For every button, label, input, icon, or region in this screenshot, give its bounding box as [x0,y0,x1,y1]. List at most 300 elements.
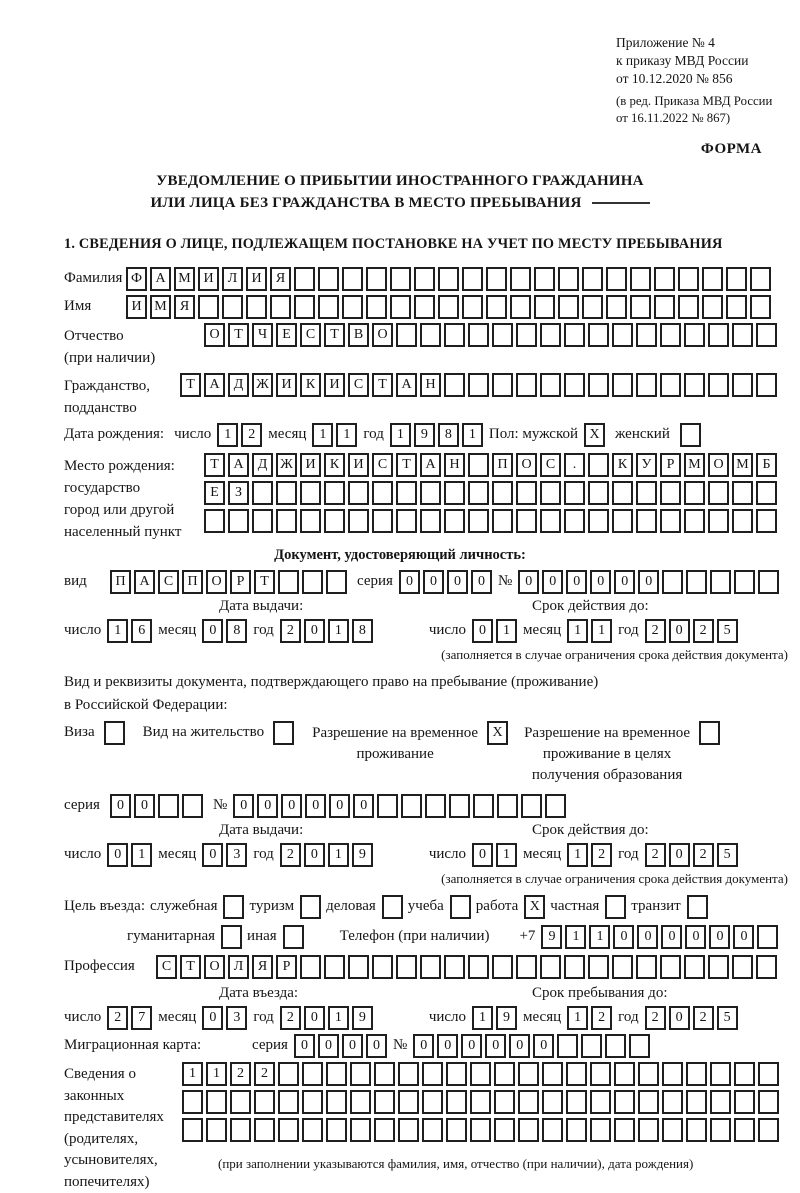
char-cell-empty[interactable] [732,373,753,397]
char-cell-empty[interactable] [278,1118,299,1142]
char-cell-empty[interactable] [708,373,729,397]
char-cell-filled[interactable]: Ф [126,267,147,291]
char-cell-empty[interactable] [510,267,531,291]
char-cell-empty[interactable] [662,1062,683,1086]
char-cell-filled[interactable]: Б [756,453,777,477]
char-cell-filled[interactable]: К [300,373,321,397]
char-cell-filled[interactable]: 0 [733,925,754,949]
char-cell-empty[interactable] [516,323,537,347]
char-cell-empty[interactable] [678,295,699,319]
char-cell-empty[interactable] [708,509,729,533]
char-cell-filled[interactable]: О [206,570,227,594]
char-cell-empty[interactable] [438,267,459,291]
char-cell-filled[interactable]: 0 [485,1034,506,1058]
char-cell-filled[interactable]: Р [660,453,681,477]
char-cell-empty[interactable] [630,295,651,319]
char-cell-empty[interactable] [438,295,459,319]
char-cell-filled[interactable]: 0 [471,570,492,594]
char-cell-filled[interactable]: М [684,453,705,477]
char-cell-empty[interactable] [470,1062,491,1086]
char-cell-empty[interactable] [702,267,723,291]
char-cell-filled[interactable]: 1 [591,619,612,643]
char-cell-empty[interactable] [254,1090,275,1114]
char-cell-filled[interactable]: Н [420,373,441,397]
char-cell-filled[interactable]: 1 [567,843,588,867]
char-cell-filled[interactable]: Д [228,373,249,397]
char-cell-filled[interactable]: 0 [353,794,374,818]
char-cell-filled[interactable]: 0 [472,619,493,643]
char-cell-empty[interactable] [486,295,507,319]
char-cell-filled[interactable]: 0 [638,570,659,594]
char-cell-empty[interactable] [372,509,393,533]
char-cell-filled[interactable]: Л [228,955,249,979]
char-cell-filled[interactable]: 0 [437,1034,458,1058]
char-cell-filled[interactable]: Р [276,955,297,979]
char-cell-filled[interactable]: 0 [542,570,563,594]
char-cell-empty[interactable] [726,267,747,291]
char-cell-filled[interactable]: 2 [591,843,612,867]
char-cell-filled[interactable]: X [524,895,545,919]
char-cell-empty[interactable] [468,323,489,347]
char-cell-empty[interactable] [494,1062,515,1086]
char-cell-empty[interactable] [540,323,561,347]
char-cell-empty[interactable] [444,509,465,533]
char-cell-filled[interactable]: 0 [110,794,131,818]
char-cell-empty[interactable] [687,895,708,919]
char-cell-filled[interactable]: Т [180,373,201,397]
char-cell-empty[interactable] [558,295,579,319]
char-cell-empty[interactable] [516,509,537,533]
char-cell-empty[interactable] [588,373,609,397]
char-cell-empty[interactable] [468,373,489,397]
char-cell-filled[interactable]: Ж [276,453,297,477]
char-cell-empty[interactable] [557,1034,578,1058]
char-cell-empty[interactable] [294,295,315,319]
char-cell-empty[interactable] [396,509,417,533]
char-cell-empty[interactable] [396,323,417,347]
char-cell-empty[interactable] [468,481,489,505]
char-cell-empty[interactable] [758,1062,779,1086]
char-cell-filled[interactable]: 0 [304,843,325,867]
char-cell-filled[interactable]: 0 [669,619,690,643]
char-cell-filled[interactable]: 5 [717,1006,738,1030]
char-cell-empty[interactable] [446,1118,467,1142]
char-cell-empty[interactable] [614,1062,635,1086]
char-cell-filled[interactable]: 0 [472,843,493,867]
char-cell-filled[interactable]: 0 [305,794,326,818]
char-cell-filled[interactable]: 0 [590,570,611,594]
char-cell-filled[interactable]: С [372,453,393,477]
char-cell-empty[interactable] [246,295,267,319]
char-cell-empty[interactable] [468,453,489,477]
char-cell-empty[interactable] [590,1062,611,1086]
char-cell-empty[interactable] [300,509,321,533]
char-cell-empty[interactable] [686,1062,707,1086]
char-cell-empty[interactable] [710,1118,731,1142]
char-cell-empty[interactable] [521,794,542,818]
char-cell-filled[interactable]: С [156,955,177,979]
char-cell-empty[interactable] [278,1062,299,1086]
char-cell-filled[interactable]: 0 [461,1034,482,1058]
char-cell-empty[interactable] [638,1062,659,1086]
char-cell-empty[interactable] [470,1090,491,1114]
char-cell-empty[interactable] [326,570,347,594]
char-cell-empty[interactable] [756,955,777,979]
char-cell-filled[interactable]: 9 [496,1006,517,1030]
char-cell-empty[interactable] [462,295,483,319]
char-cell-empty[interactable] [326,1118,347,1142]
char-cell-empty[interactable] [401,794,422,818]
char-cell-filled[interactable]: 1 [496,619,517,643]
char-cell-empty[interactable] [492,373,513,397]
char-cell-empty[interactable] [222,295,243,319]
char-cell-filled[interactable]: 0 [566,570,587,594]
char-cell-filled[interactable]: 2 [645,619,666,643]
char-cell-empty[interactable] [450,895,471,919]
char-cell-filled[interactable]: 2 [230,1062,251,1086]
char-cell-empty[interactable] [342,267,363,291]
char-cell-filled[interactable]: Я [270,267,291,291]
char-cell-empty[interactable] [396,955,417,979]
char-cell-empty[interactable] [660,323,681,347]
char-cell-filled[interactable]: С [300,323,321,347]
char-cell-filled[interactable]: И [324,373,345,397]
char-cell-empty[interactable] [757,925,778,949]
char-cell-empty[interactable] [374,1090,395,1114]
char-cell-empty[interactable] [636,509,657,533]
char-cell-filled[interactable]: М [732,453,753,477]
char-cell-empty[interactable] [660,373,681,397]
char-cell-filled[interactable]: 0 [399,570,420,594]
char-cell-filled[interactable]: 2 [254,1062,275,1086]
char-cell-filled[interactable]: Е [276,323,297,347]
char-cell-empty[interactable] [158,794,179,818]
char-cell-empty[interactable] [470,1118,491,1142]
char-cell-empty[interactable] [350,1118,371,1142]
char-cell-filled[interactable]: . [564,453,585,477]
char-cell-empty[interactable] [414,295,435,319]
char-cell-empty[interactable] [398,1118,419,1142]
char-cell-empty[interactable] [614,1090,635,1114]
char-cell-filled[interactable]: Т [180,955,201,979]
char-cell-empty[interactable] [276,481,297,505]
char-cell-empty[interactable] [350,1090,371,1114]
char-cell-filled[interactable]: Л [222,267,243,291]
char-cell-empty[interactable] [662,570,683,594]
char-cell-empty[interactable] [756,323,777,347]
char-cell-filled[interactable]: И [276,373,297,397]
char-cell-filled[interactable]: Я [252,955,273,979]
char-cell-filled[interactable]: 0 [447,570,468,594]
char-cell-empty[interactable] [660,481,681,505]
char-cell-filled[interactable]: А [134,570,155,594]
char-cell-empty[interactable] [636,373,657,397]
char-cell-empty[interactable] [588,955,609,979]
char-cell-empty[interactable] [390,295,411,319]
char-cell-empty[interactable] [678,267,699,291]
char-cell-empty[interactable] [756,373,777,397]
char-cell-empty[interactable] [516,955,537,979]
char-cell-empty[interactable] [374,1062,395,1086]
char-cell-filled[interactable]: 0 [233,794,254,818]
char-cell-filled[interactable]: 2 [693,843,714,867]
char-cell-empty[interactable] [283,925,304,949]
char-cell-empty[interactable] [758,1118,779,1142]
char-cell-filled[interactable]: 0 [304,1006,325,1030]
char-cell-empty[interactable] [221,925,242,949]
char-cell-empty[interactable] [612,955,633,979]
char-cell-filled[interactable]: А [228,453,249,477]
char-cell-empty[interactable] [606,295,627,319]
char-cell-filled[interactable]: 0 [518,570,539,594]
char-cell-filled[interactable]: 1 [567,619,588,643]
char-cell-empty[interactable] [636,481,657,505]
char-cell-filled[interactable]: 1 [472,1006,493,1030]
char-cell-filled[interactable]: Ч [252,323,273,347]
char-cell-filled[interactable]: 8 [352,619,373,643]
char-cell-empty[interactable] [230,1090,251,1114]
char-cell-filled[interactable]: 1 [589,925,610,949]
char-cell-empty[interactable] [473,794,494,818]
char-cell-empty[interactable] [104,721,125,745]
char-cell-filled[interactable]: 0 [685,925,706,949]
char-cell-empty[interactable] [446,1062,467,1086]
char-cell-empty[interactable] [206,1090,227,1114]
char-cell-empty[interactable] [444,323,465,347]
char-cell-empty[interactable] [710,1090,731,1114]
char-cell-empty[interactable] [516,481,537,505]
char-cell-empty[interactable] [684,373,705,397]
char-cell-filled[interactable]: А [420,453,441,477]
char-cell-empty[interactable] [702,295,723,319]
char-cell-filled[interactable]: И [246,267,267,291]
char-cell-empty[interactable] [422,1062,443,1086]
char-cell-empty[interactable] [581,1034,602,1058]
char-cell-empty[interactable] [534,295,555,319]
char-cell-filled[interactable]: 0 [709,925,730,949]
char-cell-filled[interactable]: 6 [131,619,152,643]
char-cell-filled[interactable]: Т [228,323,249,347]
char-cell-filled[interactable]: 0 [533,1034,554,1058]
char-cell-filled[interactable]: 3 [226,1006,247,1030]
char-cell-filled[interactable]: 0 [257,794,278,818]
char-cell-empty[interactable] [540,509,561,533]
char-cell-empty[interactable] [398,1090,419,1114]
char-cell-empty[interactable] [516,373,537,397]
char-cell-empty[interactable] [564,955,585,979]
char-cell-empty[interactable] [684,509,705,533]
char-cell-empty[interactable] [630,267,651,291]
char-cell-empty[interactable] [636,323,657,347]
char-cell-filled[interactable]: 2 [280,843,301,867]
char-cell-empty[interactable] [660,509,681,533]
char-cell-empty[interactable] [468,509,489,533]
char-cell-empty[interactable] [588,323,609,347]
char-cell-empty[interactable] [348,955,369,979]
char-cell-empty[interactable] [588,481,609,505]
char-cell-filled[interactable]: 1 [390,423,411,447]
char-cell-empty[interactable] [566,1118,587,1142]
char-cell-empty[interactable] [278,1090,299,1114]
char-cell-filled[interactable]: 1 [312,423,333,447]
char-cell-empty[interactable] [302,570,323,594]
char-cell-filled[interactable]: 5 [717,619,738,643]
char-cell-empty[interactable] [398,1062,419,1086]
char-cell-filled[interactable]: X [487,721,508,745]
char-cell-empty[interactable] [636,955,657,979]
char-cell-empty[interactable] [588,509,609,533]
char-cell-empty[interactable] [223,895,244,919]
char-cell-filled[interactable]: Е [204,481,225,505]
char-cell-empty[interactable] [300,955,321,979]
char-cell-empty[interactable] [588,453,609,477]
char-cell-empty[interactable] [492,481,513,505]
char-cell-empty[interactable] [686,1090,707,1114]
char-cell-empty[interactable] [252,509,273,533]
char-cell-filled[interactable]: В [348,323,369,347]
char-cell-filled[interactable]: С [540,453,561,477]
char-cell-empty[interactable] [612,481,633,505]
char-cell-empty[interactable] [342,295,363,319]
char-cell-empty[interactable] [420,481,441,505]
char-cell-filled[interactable]: 0 [107,843,128,867]
char-cell-filled[interactable]: А [204,373,225,397]
char-cell-empty[interactable] [326,1062,347,1086]
char-cell-filled[interactable]: 0 [294,1034,315,1058]
char-cell-filled[interactable]: О [204,323,225,347]
char-cell-empty[interactable] [612,323,633,347]
char-cell-empty[interactable] [732,481,753,505]
char-cell-empty[interactable] [540,955,561,979]
char-cell-empty[interactable] [540,373,561,397]
char-cell-empty[interactable] [564,323,585,347]
char-cell-empty[interactable] [396,481,417,505]
char-cell-empty[interactable] [756,509,777,533]
char-cell-empty[interactable] [750,295,771,319]
char-cell-filled[interactable]: 2 [693,619,714,643]
char-cell-empty[interactable] [654,267,675,291]
char-cell-filled[interactable]: 9 [541,925,562,949]
char-cell-filled[interactable]: 0 [613,925,634,949]
char-cell-empty[interactable] [497,794,518,818]
char-cell-filled[interactable]: 0 [413,1034,434,1058]
char-cell-empty[interactable] [377,794,398,818]
char-cell-filled[interactable]: 1 [328,619,349,643]
char-cell-empty[interactable] [662,1118,683,1142]
char-cell-empty[interactable] [710,1062,731,1086]
char-cell-empty[interactable] [684,323,705,347]
char-cell-filled[interactable]: 0 [202,1006,223,1030]
char-cell-filled[interactable]: 5 [717,843,738,867]
char-cell-empty[interactable] [324,509,345,533]
char-cell-filled[interactable]: 2 [693,1006,714,1030]
char-cell-empty[interactable] [444,955,465,979]
char-cell-empty[interactable] [564,509,585,533]
char-cell-empty[interactable] [492,323,513,347]
char-cell-filled[interactable]: Р [230,570,251,594]
char-cell-empty[interactable] [273,721,294,745]
char-cell-empty[interactable] [228,509,249,533]
char-cell-filled[interactable]: С [158,570,179,594]
char-cell-filled[interactable]: 8 [438,423,459,447]
char-cell-filled[interactable]: 1 [217,423,238,447]
char-cell-filled[interactable]: 2 [280,619,301,643]
char-cell-filled[interactable]: П [492,453,513,477]
char-cell-empty[interactable] [710,570,731,594]
char-cell-filled[interactable]: 0 [366,1034,387,1058]
char-cell-empty[interactable] [540,481,561,505]
char-cell-filled[interactable]: 0 [669,843,690,867]
char-cell-filled[interactable]: П [182,570,203,594]
char-cell-empty[interactable] [756,481,777,505]
char-cell-filled[interactable]: 0 [423,570,444,594]
char-cell-empty[interactable] [582,267,603,291]
char-cell-empty[interactable] [372,481,393,505]
char-cell-filled[interactable]: И [348,453,369,477]
char-cell-empty[interactable] [198,295,219,319]
char-cell-empty[interactable] [518,1090,539,1114]
char-cell-filled[interactable]: 2 [241,423,262,447]
char-cell-empty[interactable] [390,267,411,291]
char-cell-empty[interactable] [734,1118,755,1142]
char-cell-filled[interactable]: У [636,453,657,477]
char-cell-empty[interactable] [182,1090,203,1114]
char-cell-empty[interactable] [660,955,681,979]
char-cell-empty[interactable] [422,1118,443,1142]
char-cell-empty[interactable] [182,794,203,818]
char-cell-empty[interactable] [486,267,507,291]
char-cell-filled[interactable]: 9 [414,423,435,447]
char-cell-empty[interactable] [270,295,291,319]
char-cell-empty[interactable] [252,481,273,505]
char-cell-filled[interactable]: 8 [226,619,247,643]
char-cell-filled[interactable]: И [126,295,147,319]
char-cell-empty[interactable] [518,1062,539,1086]
char-cell-filled[interactable]: М [150,295,171,319]
char-cell-filled[interactable]: Т [372,373,393,397]
char-cell-filled[interactable]: 0 [202,619,223,643]
char-cell-empty[interactable] [300,895,321,919]
char-cell-empty[interactable] [449,794,470,818]
char-cell-empty[interactable] [302,1118,323,1142]
char-cell-empty[interactable] [758,570,779,594]
char-cell-empty[interactable] [684,481,705,505]
char-cell-empty[interactable] [254,1118,275,1142]
char-cell-empty[interactable] [318,295,339,319]
char-cell-empty[interactable] [732,955,753,979]
char-cell-empty[interactable] [204,509,225,533]
char-cell-empty[interactable] [590,1118,611,1142]
char-cell-empty[interactable] [294,267,315,291]
char-cell-filled[interactable]: 0 [202,843,223,867]
char-cell-filled[interactable]: Т [204,453,225,477]
char-cell-empty[interactable] [425,794,446,818]
char-cell-empty[interactable] [564,481,585,505]
char-cell-empty[interactable] [654,295,675,319]
char-cell-empty[interactable] [302,1062,323,1086]
char-cell-empty[interactable] [566,1090,587,1114]
char-cell-filled[interactable]: К [612,453,633,477]
char-cell-empty[interactable] [638,1090,659,1114]
char-cell-empty[interactable] [422,1090,443,1114]
char-cell-empty[interactable] [734,1062,755,1086]
char-cell-filled[interactable]: 2 [280,1006,301,1030]
char-cell-empty[interactable] [206,1118,227,1142]
char-cell-filled[interactable]: Н [444,453,465,477]
char-cell-filled[interactable]: О [516,453,537,477]
char-cell-filled[interactable]: 1 [462,423,483,447]
char-cell-empty[interactable] [726,295,747,319]
